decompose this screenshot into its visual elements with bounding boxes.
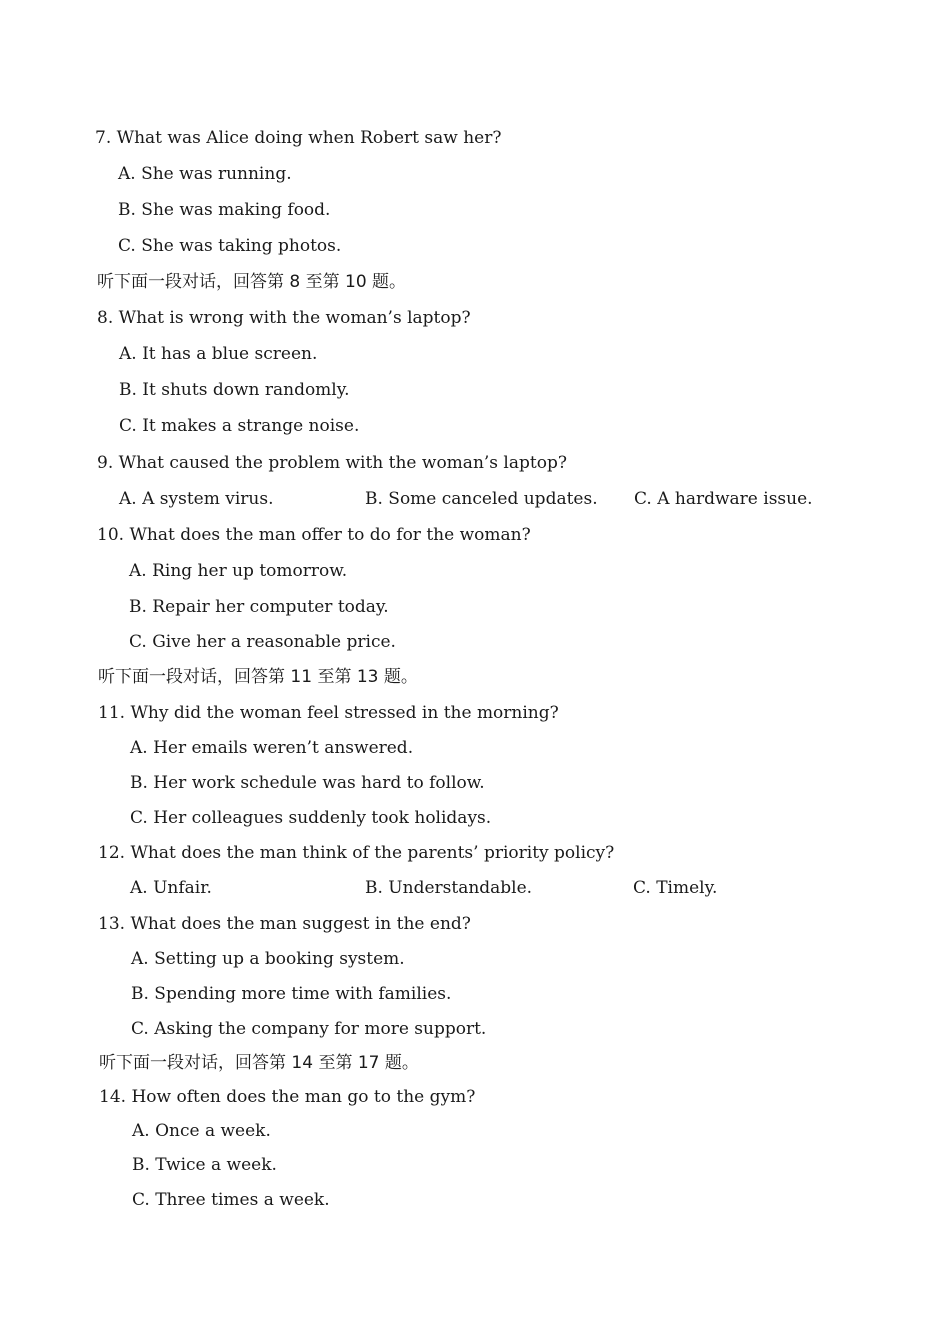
question-7-option-a: A. She was running. bbox=[118, 164, 292, 184]
question-9-stem: 9. What caused the problem with the woman’s laptop? bbox=[97, 453, 567, 473]
question-13-stem: 13. What does the man suggest in the end? bbox=[98, 914, 471, 934]
question-10-stem: 10. What does the man offer to do for the woman? bbox=[97, 525, 531, 545]
question-11-option-a: A. Her emails weren’t answered. bbox=[130, 738, 414, 758]
question-9-option-a: A. A system virus. bbox=[119, 489, 274, 509]
question-11-option-c: C. Her colleagues suddenly took holidays. bbox=[130, 808, 492, 828]
question-12-option-c: C. Timely. bbox=[633, 878, 718, 898]
question-14-stem: 14. How often does the man go to the gym? bbox=[99, 1087, 476, 1107]
question-12-option-b: B. Understandable. bbox=[365, 878, 533, 898]
question-8-option-b: B. It shuts down randomly. bbox=[119, 380, 350, 400]
section-heading-8-10: 听下面一段对话，回答第 8 至第 10 题。 bbox=[97, 272, 407, 292]
question-12-option-a: A. Unfair. bbox=[130, 878, 212, 898]
question-14-option-b: B. Twice a week. bbox=[132, 1155, 277, 1175]
question-11-stem: 11. Why did the woman feel stressed in the morning? bbox=[98, 703, 559, 723]
section-heading-14-17: 听下面一段对话，回答第 14 至第 17 题。 bbox=[99, 1053, 419, 1073]
question-12-stem: 12. What does the man think of the parents’ priority policy? bbox=[98, 843, 615, 863]
question-14-option-a: A. Once a week. bbox=[132, 1121, 271, 1141]
section-heading-11-13: 听下面一段对话，回答第 11 至第 13 题。 bbox=[98, 667, 418, 687]
question-9-option-b: B. Some canceled updates. bbox=[365, 489, 598, 509]
question-10-option-b: B. Repair her computer today. bbox=[129, 597, 389, 617]
question-9-option-c: C. A hardware issue. bbox=[634, 489, 813, 509]
question-8-option-a: A. It has a blue screen. bbox=[119, 344, 318, 364]
question-7-option-c: C. She was taking photos. bbox=[118, 236, 342, 256]
question-13-option-a: A. Setting up a booking system. bbox=[131, 949, 405, 969]
question-10-option-a: A. Ring her up tomorrow. bbox=[129, 561, 348, 581]
question-11-option-b: B. Her work schedule was hard to follow. bbox=[130, 773, 485, 793]
question-8-option-c: C. It makes a strange noise. bbox=[119, 416, 360, 436]
question-10-option-c: C. Give her a reasonable price. bbox=[129, 632, 396, 652]
question-7-stem: 7. What was Alice doing when Robert saw her? bbox=[95, 128, 502, 148]
question-13-option-c: C. Asking the company for more support. bbox=[131, 1019, 487, 1039]
question-14-option-c: C. Three times a week. bbox=[132, 1190, 330, 1210]
question-7-option-b: B. She was making food. bbox=[118, 200, 331, 220]
question-13-option-b: B. Spending more time with families. bbox=[131, 984, 452, 1004]
question-8-stem: 8. What is wrong with the woman’s laptop? bbox=[97, 308, 471, 328]
